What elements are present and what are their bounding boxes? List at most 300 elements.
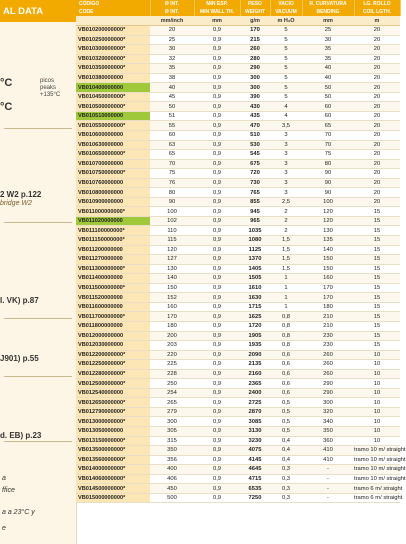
cell-code: VB015000000000* [76,493,150,503]
cell-weight: 4145 [240,455,270,465]
cell-vacuum: 0,5 [270,417,302,427]
cell-diameter: 20 [150,26,194,36]
cell-code: VB011020000000 [76,216,150,226]
cell-vacuum: 1,5 [270,264,302,274]
cell-diameter: 80 [150,188,194,198]
cell-weight: 855 [240,197,270,207]
cell-coil: 15 [354,274,400,284]
cell-wall: 0,9 [194,417,240,427]
cell-vacuum: 2,5 [270,197,302,207]
cell-wall: 0,9 [194,465,240,475]
cell-coil: 15 [354,255,400,265]
cell-bending: 70 [302,131,354,141]
cell-bending: 320 [302,407,354,417]
cell-vacuum: 3 [270,169,302,179]
cell-code: VB010750000000* [76,169,150,179]
cell-wall: 0,9 [194,293,240,303]
cell-diameter: 63 [150,140,194,150]
header-weight: PESO [240,0,270,8]
cell-vacuum: 1 [270,302,302,312]
cell-wall: 0,9 [194,236,240,246]
cell-diameter: 350 [150,446,194,456]
table-row [76,245,400,255]
table-row [76,92,400,102]
table-row [76,455,400,465]
cell-diameter: 140 [150,274,194,284]
cell-vacuum: 4 [270,111,302,121]
table-row [76,283,400,293]
cell-bending: 210 [302,321,354,331]
cell-coil: 15 [354,302,400,312]
cell-coil: 20 [354,54,400,64]
divider [4,222,72,223]
cell-code: VB014500000000* [76,484,150,494]
cell-diameter: 203 [150,341,194,351]
cell-wall: 0,9 [194,121,240,131]
cell-wall: 0,9 [194,140,240,150]
cell-bending: 290 [302,379,354,389]
cell-wall: 0,9 [194,436,240,446]
cell-code: VB010380000000 [76,73,150,83]
cell-vacuum: 1 [270,274,302,284]
table-row [76,216,400,226]
table-row [76,159,400,169]
cell-bending: 135 [302,236,354,246]
cell-vacuum: 0,8 [270,341,302,351]
cell-coil: 10 [354,426,400,436]
table-row [76,341,400,351]
header-vacuum: VACUUM [270,8,302,16]
cell-wall: 0,9 [194,312,240,322]
cell-weight: 2365 [240,379,270,389]
cell-wall: 0,9 [194,255,240,265]
cell-wall: 0,9 [194,111,240,121]
cell-weight: 6535 [240,484,270,494]
cell-diameter: 220 [150,350,194,360]
cell-coil: 20 [354,64,400,74]
cell-diameter: 180 [150,321,194,331]
cell-diameter: 115 [150,236,194,246]
cell-weight: 1720 [240,321,270,331]
table-row [76,178,400,188]
cell-wall: 0,9 [194,350,240,360]
cell-vacuum: 1,5 [270,236,302,246]
reference-vk: I. VK) p.87 [0,296,39,305]
cell-bending: 35 [302,45,354,55]
cell-diameter: 120 [150,245,194,255]
cell-bending: 60 [302,102,354,112]
table-row [76,350,400,360]
cell-weight: 280 [240,54,270,64]
cell-code: VB012030000000 [76,341,150,351]
cell-weight: 765 [240,188,270,198]
cell-coil: 20 [354,111,400,121]
table-row [76,493,400,503]
cell-bending: 120 [302,207,354,217]
header-row-english [76,8,400,16]
cell-coil: 15 [354,216,400,226]
cell-wall: 0,9 [194,197,240,207]
cell-weight: 510 [240,131,270,141]
cell-vacuum: 4 [270,102,302,112]
cell-vacuum: 3 [270,131,302,141]
header-weight: WEIGHT [240,8,270,16]
cell-bending: 40 [302,64,354,74]
cell-diameter: 300 [150,417,194,427]
peak-temperature: +135°C [40,92,61,98]
cell-weight: 2400 [240,388,270,398]
cell-code: VB010800000000 [76,188,150,198]
cell-vacuum: 5 [270,54,302,64]
cell-coil: 20 [354,188,400,198]
cell-coil: 15 [354,331,400,341]
cell-weight: 470 [240,121,270,131]
cell-vacuum: 3 [270,150,302,160]
cell-coil: 20 [354,131,400,141]
cell-coil: 10 [354,360,400,370]
cell-wall: 0,9 [194,321,240,331]
cell-vacuum: 3 [270,140,302,150]
cell-vacuum: 0,3 [270,474,302,484]
cell-diameter: 225 [150,360,194,370]
cell-diameter: 60 [150,131,194,141]
cell-vacuum: 1,5 [270,255,302,265]
cell-coil: 10 [354,388,400,398]
cell-wall: 0,9 [194,264,240,274]
header-coil: COIL LGTH. [354,8,400,16]
table-row [76,169,400,179]
cell-diameter: 35 [150,64,194,74]
cell-weight: 2725 [240,398,270,408]
cell-wall: 0,9 [194,245,240,255]
cell-weight: 1035 [240,226,270,236]
cell-code: VB011150000000* [76,236,150,246]
note-line-3: a a 23°C y [2,509,35,516]
cell-diameter: 254 [150,388,194,398]
cell-wall: 0,9 [194,102,240,112]
cell-code: VB010510000000 [76,111,150,121]
cell-code: VB014060000000* [76,474,150,484]
cell-weight: 2135 [240,360,270,370]
cell-diameter: 76 [150,178,194,188]
table-row [76,312,400,322]
cell-coil: 15 [354,207,400,217]
cell-wall: 0,9 [194,35,240,45]
cell-wall: 0,9 [194,64,240,74]
units-row [76,16,400,26]
peak-label-en: peaks [40,85,57,91]
table-row [76,54,400,64]
table-row [76,226,400,236]
cell-bending: 30 [302,35,354,45]
cell-vacuum: 1 [270,283,302,293]
cell-weight: 215 [240,35,270,45]
reference-eb: d. EB) p.23 [0,431,42,440]
cell-weight: 1935 [240,341,270,351]
unit-weight: g/m [240,16,270,26]
cell-coil: 20 [354,83,400,93]
cell-wall: 0,9 [194,369,240,379]
cell-vacuum: 0,6 [270,379,302,389]
table-row [76,140,400,150]
cell-diameter: 65 [150,150,194,160]
cell-code: VB010450000000* [76,92,150,102]
cell-weight: 675 [240,159,270,169]
cell-vacuum: 0,6 [270,360,302,370]
cell-code: VB010400000000 [76,83,150,93]
cell-coil: 10 [354,436,400,446]
cell-diameter: 265 [150,398,194,408]
cell-diameter: 45 [150,92,194,102]
cell-coil: 15 [354,226,400,236]
table-row [76,150,400,160]
table-row [76,465,400,475]
cell-wall: 0,9 [194,407,240,417]
cell-coil: 20 [354,73,400,83]
cell-bending: 65 [302,121,354,131]
cell-bending: 75 [302,150,354,160]
table-row [76,197,400,207]
cell-bending: 260 [302,350,354,360]
cell-wall: 0,9 [194,73,240,83]
cell-wall: 0,9 [194,178,240,188]
reference-w2: 2 W2 p.122 [0,190,42,199]
cell-vacuum: 0,6 [270,388,302,398]
cell-vacuum: 0,8 [270,312,302,322]
cell-diameter: 38 [150,73,194,83]
table-row [76,264,400,274]
table-row [76,236,400,246]
cell-wall: 0,9 [194,216,240,226]
cell-code: VB010550000000* [76,121,150,131]
cell-weight: 945 [240,207,270,217]
cell-diameter: 70 [150,159,194,169]
cell-code: VB011000000000* [76,207,150,217]
cell-code: VB014000000000* [76,465,150,475]
cell-diameter: 127 [150,255,194,265]
header-code: CÓDIGO [76,0,150,8]
cell-code: VB011500000000* [76,283,150,293]
cell-wall: 0,9 [194,426,240,436]
cell-wall: 0,9 [194,379,240,389]
cell-vacuum: 0,3 [270,493,302,503]
cell-weight: 1125 [240,245,270,255]
cell-wall: 0,9 [194,226,240,236]
cell-weight: 1625 [240,312,270,322]
cell-wall: 0,9 [194,302,240,312]
cell-bending: 130 [302,226,354,236]
cell-vacuum: 1 [270,293,302,303]
cell-code: VB010900000000 [76,197,150,207]
cell-vacuum: 0,8 [270,331,302,341]
cell-weight: 2090 [240,350,270,360]
cell-coil: 15 [354,312,400,322]
cell-diameter: 51 [150,111,194,121]
table-row [76,121,400,131]
unit-coil: m [354,16,400,26]
cell-coil: 20 [354,26,400,36]
cell-diameter: 228 [150,369,194,379]
cell-coil: 20 [354,150,400,160]
cell-coil: 20 [354,102,400,112]
cell-weight: 2870 [240,407,270,417]
cell-wall: 0,9 [194,446,240,456]
cell-vacuum: 3 [270,188,302,198]
cell-coil: 15 [354,321,400,331]
cell-weight: 730 [240,178,270,188]
peak-label-es: picos [40,78,55,84]
cell-weight: 430 [240,102,270,112]
cell-vacuum: 2 [270,226,302,236]
cell-code: VB011300000000* [76,264,150,274]
cell-code: VB010300000000* [76,45,150,55]
header-bending: R. CURVATURA [302,0,354,8]
cell-diameter: 25 [150,35,194,45]
divider [4,128,72,129]
cell-weight: 1405 [240,264,270,274]
cell-wall: 0,9 [194,283,240,293]
table-row [76,35,400,45]
cell-coil: tramo 10 m/ straight [354,466,406,473]
cell-coil: 20 [354,197,400,207]
cell-code: VB013500000000* [76,446,150,456]
cell-code: VB011600000000 [76,302,150,312]
cell-vacuum: 0,4 [270,436,302,446]
cell-coil: tramo 10 m/ straight [354,447,406,454]
cell-code: VB010200000000* [76,26,150,36]
cell-coil: 15 [354,293,400,303]
cell-wall: 0,9 [194,360,240,370]
cell-vacuum: 5 [270,35,302,45]
cell-weight: 1080 [240,236,270,246]
cell-coil: 10 [354,369,400,379]
cell-wall: 0,9 [194,45,240,55]
cell-vacuum: 5 [270,64,302,74]
cell-weight: 2160 [240,369,270,379]
cell-weight: 260 [240,45,270,55]
cell-wall: 0,9 [194,484,240,494]
cell-code: VB013150000000* [76,436,150,446]
cell-wall: 0,9 [194,398,240,408]
unit-diameter: mm/inch [150,16,194,26]
table-row [76,102,400,112]
cell-weight: 300 [240,83,270,93]
cell-diameter: 75 [150,169,194,179]
table-row [76,293,400,303]
cell-coil: 20 [354,45,400,55]
cell-bending: 100 [302,197,354,207]
cell-bending: 260 [302,360,354,370]
cell-weight: 3130 [240,426,270,436]
cell-code: VB010630000000 [76,140,150,150]
table-row [76,484,400,494]
cell-weight: 1630 [240,293,270,303]
cell-vacuum: 5 [270,45,302,55]
cell-bending: 170 [302,293,354,303]
header-wall: MIN WALL TH. [194,8,240,16]
cell-weight: 290 [240,64,270,74]
cell-code: VB010760000000 [76,178,150,188]
cell-bending: 150 [302,264,354,274]
cell-wall: 0,9 [194,188,240,198]
cell-bending: 290 [302,388,354,398]
table-row [76,360,400,370]
cell-diameter: 305 [150,426,194,436]
cell-vacuum: 2 [270,207,302,217]
cell-bending: 350 [302,426,354,436]
cell-bending: 90 [302,169,354,179]
cell-coil: 10 [354,398,400,408]
cell-wall: 0,9 [194,54,240,64]
cell-bending: 340 [302,417,354,427]
cell-bending: 230 [302,341,354,351]
cell-wall: 0,9 [194,388,240,398]
cell-vacuum: 0,5 [270,426,302,436]
table-row [76,207,400,217]
cell-coil: 10 [354,379,400,389]
table-row [76,321,400,331]
cell-code: VB012540000000 [76,388,150,398]
cell-wall: 0,9 [194,169,240,179]
cell-bending: 210 [302,312,354,322]
cell-code: VB012650000000* [76,398,150,408]
cell-diameter: 152 [150,293,194,303]
cell-wall: 0,9 [194,83,240,93]
cell-weight: 4715 [240,474,270,484]
cell-bending: 150 [302,255,354,265]
cell-vacuum: 3 [270,159,302,169]
cell-bending: 140 [302,245,354,255]
cell-vacuum: 5 [270,73,302,83]
cell-wall: 0,9 [194,159,240,169]
cell-weight: 7250 [240,493,270,503]
table-row [76,274,400,284]
cell-bending: 160 [302,274,354,284]
note-line-2: ffice [2,487,15,494]
table-row [76,369,400,379]
cell-coil: 20 [354,159,400,169]
cell-weight: 170 [240,26,270,36]
cell-bending: 410 [302,446,354,456]
cell-bending: 80 [302,159,354,169]
header-bending: BENDING [302,8,354,16]
cell-bending: 60 [302,111,354,121]
cell-coil: 10 [354,407,400,417]
cell-code: VB010650000000* [76,150,150,160]
cell-code: VB012500000000* [76,379,150,389]
cell-weight: 435 [240,111,270,121]
temperature-min: °C [0,77,13,89]
cell-code: VB010600000000 [76,131,150,141]
header-row-spanish [76,0,400,8]
cell-coil: 20 [354,121,400,131]
cell-code: VB011100000000* [76,226,150,236]
cell-code: VB011200000000 [76,245,150,255]
cell-wall: 0,9 [194,474,240,484]
cell-weight: 4645 [240,465,270,475]
cell-vacuum: 1,5 [270,245,302,255]
cell-code: VB013000000000* [76,417,150,427]
cell-vacuum: 0,3 [270,484,302,494]
table-row [76,64,400,74]
cell-diameter: 55 [150,121,194,131]
table-row [76,131,400,141]
cell-diameter: 170 [150,312,194,322]
cell-coil: 15 [354,283,400,293]
cell-bending: 120 [302,216,354,226]
cell-coil: 15 [354,264,400,274]
cell-vacuum: 0,5 [270,398,302,408]
